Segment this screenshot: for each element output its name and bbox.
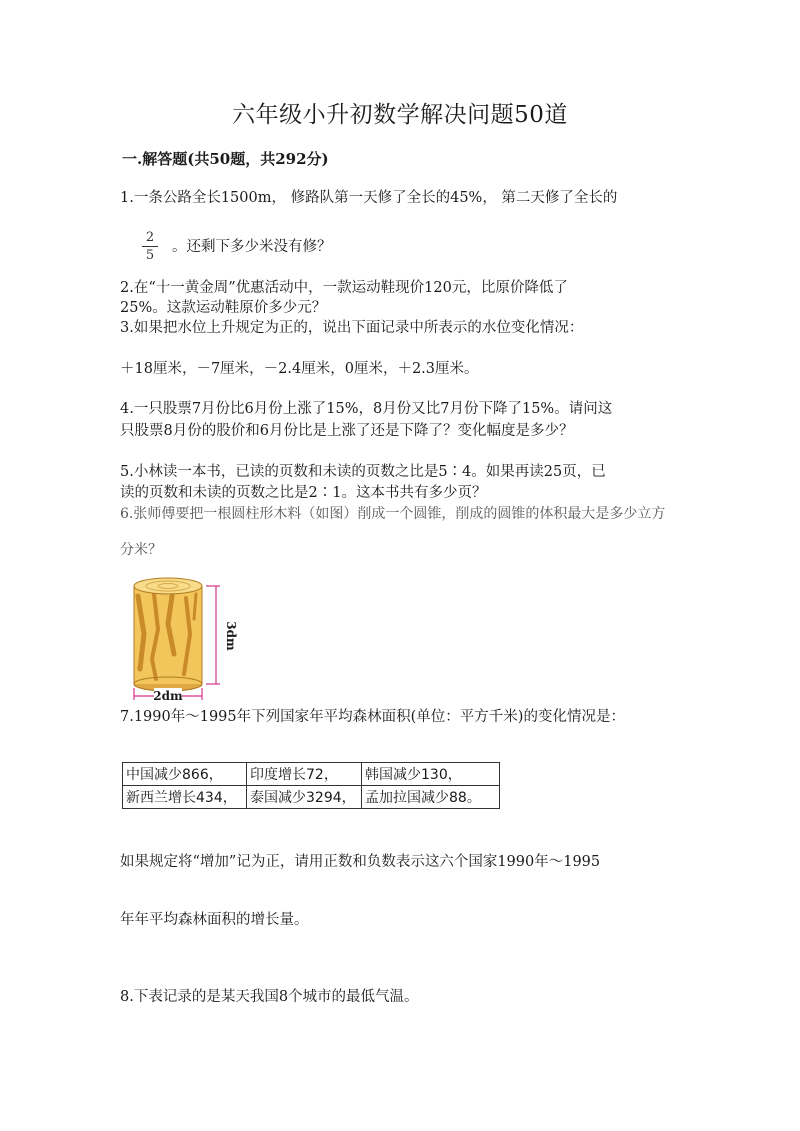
q2-line2: 25%。这款运动鞋原价多少元？ — [120, 300, 327, 316]
fraction-numerator: 2 — [145, 230, 155, 245]
q8-line1: 8.下表记录的是某天我国8个城市的最低气温。 — [120, 989, 419, 1005]
q6-line2: 分米？ — [120, 542, 162, 558]
q7-line1: 7.1990年～1995年下列国家年平均森林面积(单位：平方千米)的变化情况是： — [120, 709, 625, 725]
wood-cylinder-figure — [124, 574, 244, 704]
table-row — [123, 786, 500, 809]
q1-line2: 。还剩下多少米没有修？ — [172, 239, 332, 255]
q4-line1: 4.一只股票7月份比6月份上涨了15%，8月份又比7月份下降了15%。请问这 — [120, 401, 613, 417]
diameter-label: 2dm — [153, 689, 183, 703]
q6-line1: 6.张师傅要把一根圆柱形木料（如图）削成一个圆锥，削成的圆锥的体积最大是多少立方 — [120, 506, 666, 522]
q1-line1: 1.一条公路全长1500m， 修路队第一天修了全长的45%， 第二天修了全长的 — [120, 190, 618, 206]
fraction-bar — [142, 246, 158, 247]
wood-cylinder-icon — [134, 578, 202, 691]
forest-change-table — [122, 762, 500, 809]
table-cell: 韩国减少130， — [362, 763, 500, 786]
table-cell: 印度增长72， — [247, 763, 362, 786]
table-cell: 孟加拉国减少88。 — [362, 786, 500, 809]
q3-line2: ＋18厘米，－7厘米，－2.4厘米，0厘米，＋2.3厘米。 — [120, 361, 479, 377]
table-cell: 中国减少866， — [123, 763, 247, 786]
q7-line3: 年年平均森林面积的增长量。 — [120, 912, 309, 928]
q7-line2: 如果规定将“增加”记为正，请用正数和负数表示这六个国家1990年～1995 — [120, 854, 601, 870]
section-heading: 一.解答题(共50题，共292分) — [122, 150, 329, 168]
fraction-denominator: 5 — [145, 248, 155, 263]
q3-line1: 3.如果把水位上升规定为正的，说出下面记录中所表示的水位变化情况： — [120, 320, 584, 336]
q1-fraction — [142, 230, 158, 263]
q5-line1: 5.小林读一本书，已读的页数和未读的页数之比是5∶4。如果再读25页，已 — [120, 464, 606, 480]
q4-line2: 只股票8月份的股价和6月份比是上涨了还是下降了？变化幅度是多少？ — [120, 423, 574, 439]
height-label: 3dm — [224, 621, 238, 651]
page-title: 六年级小升初数学解决问题50道 — [232, 102, 568, 128]
q5-line2: 读的页数和未读的页数之比是2∶1。这本书共有多少页？ — [120, 485, 487, 501]
table-row — [123, 763, 500, 786]
q2-line1: 2.在“十一黄金周”优惠活动中，一款运动鞋现价120元，比原价降低了 — [120, 280, 568, 296]
height-dimension — [206, 586, 220, 684]
table-cell: 泰国减少3294， — [247, 786, 362, 809]
table-cell: 新西兰增长434， — [123, 786, 247, 809]
